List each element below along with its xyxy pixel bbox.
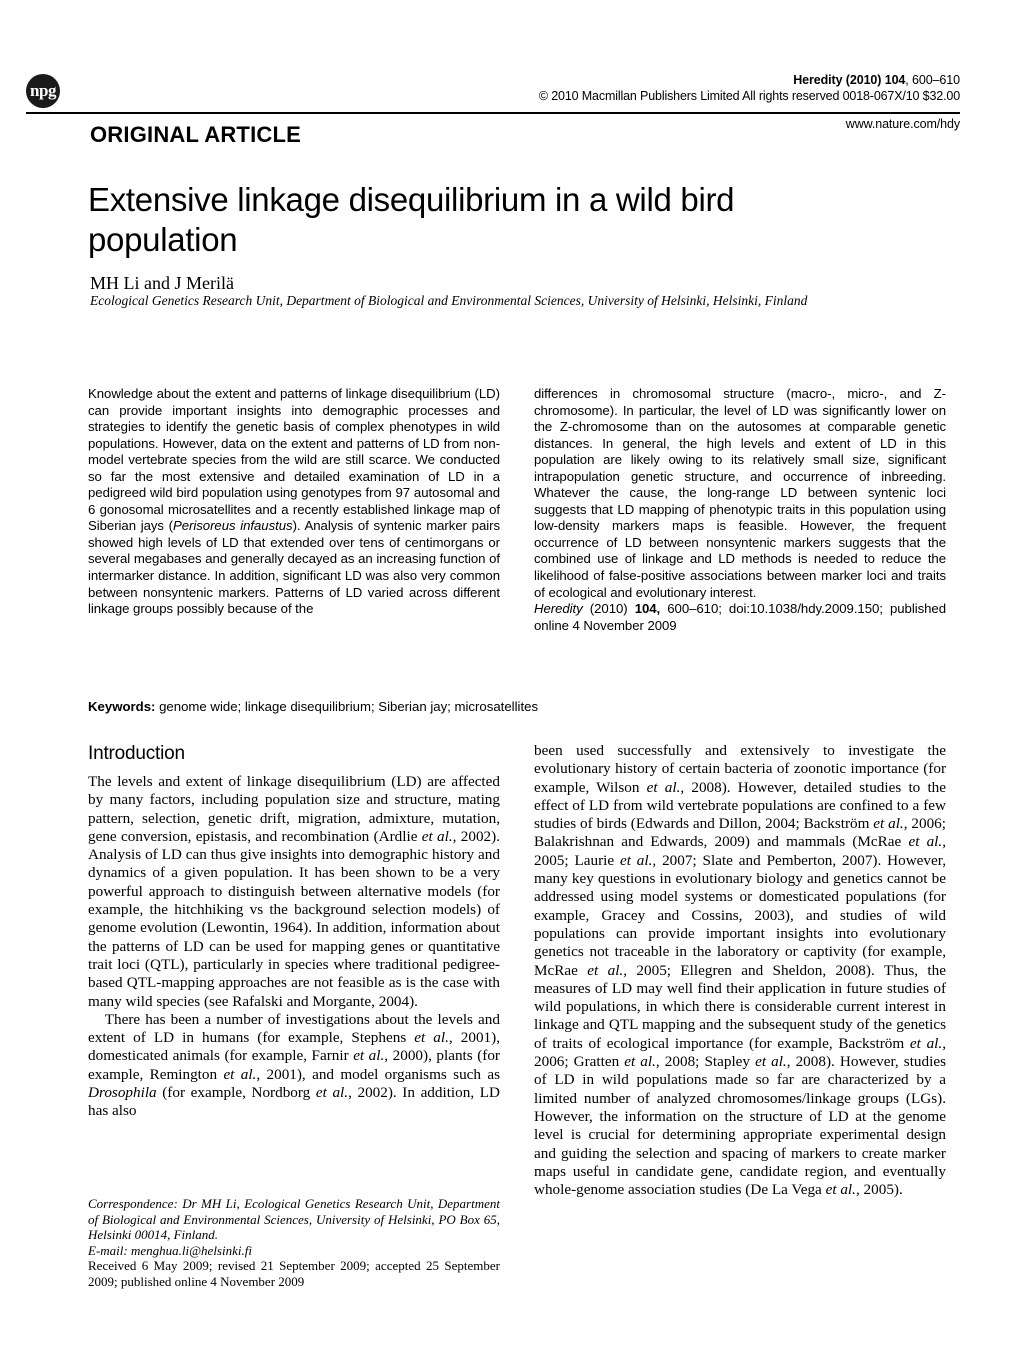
masthead-text	[130, 72, 960, 104]
citation-doi: 600–610; doi:10.1038/hdy.2009.150; published online 4 November 2009	[534, 601, 946, 633]
publication-dates: Received 6 May 2009; revised 21 September 2009; accepted 25 September 2009; published online 4 November 2009	[88, 1258, 500, 1289]
email-note[interactable]: E-mail: menghua.li@helsinki.fi	[88, 1242, 252, 1258]
p2-seg-a: There has been a number of investigations about the levels and extent of LD in humans (for example, Stephens	[88, 1010, 500, 1047]
p3-seg-d: , 2005; Laurie	[534, 833, 946, 869]
p2-etal-1: et al.	[414, 1029, 449, 1047]
p3-etal-6: et al.	[909, 1034, 943, 1052]
p3-etal-8: et al.	[755, 1053, 787, 1071]
p3-seg-b: , 2008). However, detailed studies to the effect of LD from wild vertebrate populations are confined to a few studies of birds (Edwards and Dillon, 2004; Backström	[534, 778, 946, 833]
abstract	[88, 386, 946, 676]
journal-volume: 104	[884, 73, 906, 87]
article-type-label: ORIGINAL ARTICLE	[90, 122, 301, 147]
p3-etal-9: et al.	[825, 1181, 856, 1199]
journal-citation-line	[130, 72, 960, 88]
masthead	[0, 66, 1020, 131]
page-title: Extensive linkage disequilibrium in a wild bird population	[88, 181, 735, 259]
keywords-label: Keywords:	[88, 699, 156, 714]
copyright-line: © 2010 Macmillan Publishers Limited All rights reserved 0018-067X/10 $32.00	[538, 89, 960, 103]
species-name: Perisoreus infaustus	[173, 518, 293, 534]
p3-etal-3: et al.	[908, 833, 943, 851]
p3-etal-2: et al.	[873, 815, 904, 833]
p2-seg-e: (for example, Nordborg	[156, 1084, 316, 1102]
intro-paragraph-1	[88, 773, 500, 1011]
masthead-divider	[26, 112, 960, 114]
intro-paragraph-3	[534, 742, 946, 1199]
p3-seg-c: , 2006; Balakrishnan and Edwards, 2009) and mammals (McRae	[534, 815, 946, 851]
section-heading-introduction: Introduction	[88, 743, 185, 764]
body-column-right	[534, 742, 946, 1199]
p3-etal-5: et al.	[587, 961, 624, 979]
keywords-line	[88, 698, 946, 715]
abstract-citation	[534, 601, 946, 634]
p3-seg-g: , 2006; Gratten	[534, 1034, 946, 1071]
abstract-text-right: differences in chromosomal structure (macro-, micro-, and Z-chromosome). In particular, the level of LD was significantly lower on the Z-chromosome than on the autosomes at comparable genetic distances. In general, the high levels and extent of LD in this population are likely owing to its relatively small size, significant intrapopulation genetic structure, and occurrence of inbreeding. Whatever the cause, the long-range LD between syntenic loci suggests that LD mapping of phenotypic traits in this population using low-density markers maps is feasible. However, the frequent occurrence of LD between nonsyntenic markers suggests that the combined use of linkage and LD methods is needed to reduce the likelihood of false-positive associations between marker loci and traits of ecological and evolutionary interest.	[534, 386, 946, 600]
footnote-block	[88, 1196, 500, 1289]
p3-seg-a: been used successfully and extensively to investigate the evolutionary history of certain bacteria of zoonotic importance (for example, Wilson	[534, 742, 946, 796]
p2-drosophila: Drosophila	[88, 1084, 157, 1102]
correspondence-note: Correspondence: Dr MH Li, Ecological Genetics Research Unit, Department of Biological and Environmental Sciences, University of Helsinki, PO Box 65, Helsinki 00014, Finland.	[88, 1196, 500, 1242]
p3-seg-j: , 2005).	[855, 1181, 903, 1199]
journal-pages: , 600–610	[905, 73, 960, 87]
p1-seg-a: The levels and extent of linkage disequilibrium (LD) are affected by many factors, including population size and structure, mating pattern, selection, genetic drift, migration, admixture, mutation, gene conversion, epistasis, and recombination (Ardlie	[88, 773, 500, 845]
p1-etal-1: et al.	[421, 827, 453, 845]
body-column-left	[88, 742, 500, 1121]
p2-seg-c: , 2000), plants (for example, Remington	[88, 1047, 500, 1083]
abstract-column-left	[88, 386, 500, 618]
citation-journal: Heredity	[534, 601, 583, 617]
p2-etal-4: et al.	[315, 1084, 349, 1102]
abstract-text-left	[88, 386, 500, 618]
abstract-left-part1: Knowledge about the extent and patterns of linkage disequilibrium (LD) can provide important insights into demographic processes and strategies to identify the genetic basis of complex phenotypes in wild populations. However, data on the extent and patterns of LD from non-model vertebrate species from the wild are still scarce. We conducted so far the most extensive and detailed examination of LD in a pedigreed wild bird population using genotypes from 97 autosomal and 6 gonosomal microsatellites and a recently established linkage map of Siberian jays (	[88, 386, 500, 534]
journal-name: Heredity	[793, 73, 843, 87]
p2-seg-b: , 2001), domesticated animals (for example, Farnir	[88, 1029, 500, 1065]
p3-etal-4: et al.	[619, 851, 653, 869]
journal-year: (2010)	[845, 73, 882, 87]
keywords-value: genome wide; linkage disequilibrium; Siberian jay; microsatellites	[159, 699, 539, 714]
p3-etal-1: et al.	[646, 778, 681, 796]
p1-seg-b: , 2002). Analysis of LD can thus give insights into demographic history and dynamics of a given population. It has been shown to be a very powerful approach to distinguish between alternative models (for example, the hitchhiking vs the background selection models) of genome evolution (Lewontin, 1964). In addition, information about the patterns of LD can be used for mapping genes or quantitative trait loci (QTL), particularly in species where traditional pedigree-based QTL-mapping approaches are not feasible as is the case with many wild species (see Rafalski and Morgante, 2004).	[88, 827, 500, 1010]
abstract-column-right	[534, 386, 946, 634]
npg-logo-icon: npg	[26, 74, 60, 108]
p3-seg-f: , 2005; Ellegren and Sheldon, 2008). Thus, the measures of LD may well find their application in future studies of wild populations, in which there is considerable current interest in linkage and QTL mapping and the subsequent study of the genetics of traits of ecological importance (for example, Backström	[534, 961, 946, 1052]
journal-website-link[interactable]: www.nature.com/hdy	[845, 117, 960, 131]
author-list: MH Li and J Merilä	[90, 273, 234, 293]
abstract-left-part2: ). Analysis of syntenic marker pairs showed high levels of LD that extended over tens of centimorgans or several megabases and generally decayed as an increasing function of intermarker distance. In addition, significant LD was also very common between nonsyntenic markers. Patterns of LD varied across different linkage groups possibly because of the	[88, 518, 500, 617]
p3-seg-i: , 2008). However, studies of LD in wild populations made so far are characterized by a limited number of analyzed chromosomes/linkage groups (LGs). However, the information on the structure of LD at the genome level is crucial for determining appropriate experimental design and guiding the selection and spacing of markers to create marker maps useful in candidate gene, candidate region, and eventually whole-genome association studies (De La Vega	[534, 1053, 946, 1199]
p3-seg-h: , 2008; Stapley	[655, 1053, 756, 1071]
p3-seg-e: , 2007; Slate and Pemberton, 2007). However, many key questions in evolutionary biology and genetics cannot be addressed using model systems or domesticated populations (for example, Gracey and Cossins, 2003), and studies of wild populations can provide important insights into evolutionary genetics not traceable in the laboratory or captivity (for example, McRae	[534, 851, 946, 979]
p2-seg-f: , 2002). In addition, LD has also	[88, 1084, 500, 1120]
citation-year: (2010)	[582, 601, 635, 617]
p2-seg-d: , 2001), and model organisms such as	[256, 1065, 500, 1083]
intro-paragraph-2	[88, 1011, 500, 1121]
affiliation: Ecological Genetics Research Unit, Department of Biological and Environmental Sciences, University of Helsinki, Helsinki, Finland	[90, 293, 808, 308]
p3-etal-7: et al.	[624, 1053, 656, 1071]
p2-etal-2: et al.	[353, 1047, 385, 1065]
p2-etal-3: et al.	[223, 1065, 257, 1083]
citation-volume: 104,	[634, 601, 661, 617]
